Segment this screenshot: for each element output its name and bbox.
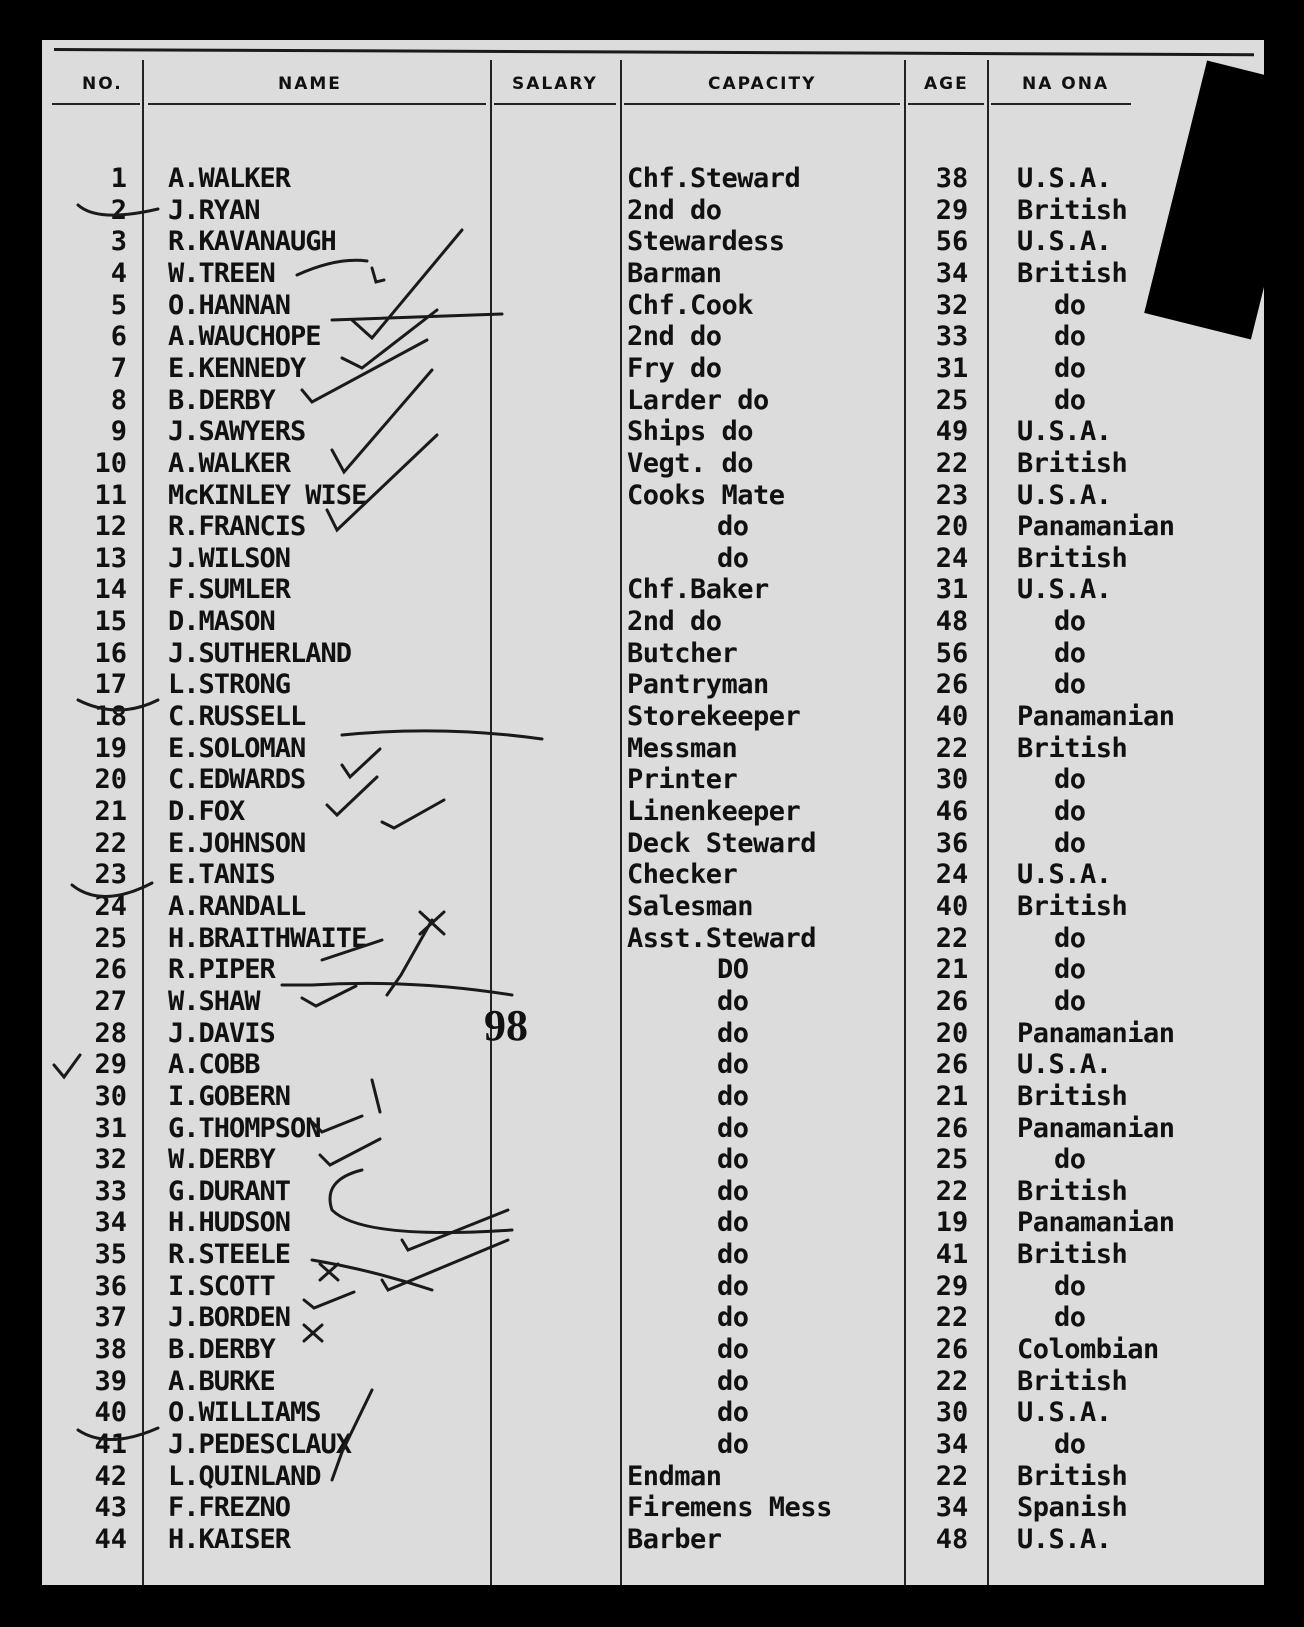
crew-age: 26	[935, 1334, 969, 1366]
crew-age: 23	[935, 479, 969, 511]
row-number: 5	[110, 289, 127, 321]
crew-capacity: Checker	[627, 859, 738, 891]
crew-age: 56	[935, 226, 969, 258]
crew-name: J.PEDESCLAUX	[168, 1429, 352, 1460]
crew-age: 30	[935, 764, 969, 796]
crew-name: R.FRANCIS	[168, 511, 306, 543]
crew-nationality: British	[1017, 1365, 1128, 1397]
row-number: 3	[110, 226, 127, 258]
crew-name: A.WALKER	[168, 163, 291, 194]
crew-name: L.QUINLAND	[168, 1460, 321, 1492]
crew-nationality: do	[1054, 954, 1086, 986]
row-number: 30	[94, 1080, 127, 1112]
crew-nationality: Panamanian	[1017, 1207, 1175, 1239]
crew-age: 32	[935, 289, 969, 321]
crew-nationality: Colombian	[1017, 1334, 1159, 1366]
row-number: 26	[94, 954, 127, 986]
crew-capacity: Chf.Steward	[627, 163, 801, 194]
crew-nationality: British	[1017, 1175, 1128, 1207]
crew-capacity: do	[717, 1302, 749, 1334]
crew-nationality: do	[1054, 985, 1086, 1017]
header-no: NO.	[82, 74, 123, 94]
crew-nationality: U.S.A.	[1017, 1523, 1112, 1555]
crew-name: H.KAISER	[168, 1523, 291, 1555]
crew-nationality: U.S.A.	[1017, 479, 1112, 511]
row-number: 35	[94, 1239, 127, 1271]
crew-nationality: U.S.A.	[1017, 1049, 1112, 1081]
crew-name: E.KENNEDY	[168, 352, 306, 384]
row-number: 23	[94, 859, 127, 891]
row-number: 32	[94, 1144, 127, 1176]
crew-nationality: do	[1054, 321, 1086, 353]
crew-name: McKINLEY WISE	[168, 479, 367, 511]
crew-name: R.STEELE	[168, 1239, 291, 1271]
handwritten-check-marks	[42, 40, 1264, 1585]
crew-capacity: Endman	[627, 1460, 722, 1492]
crew-nationality: British	[1017, 447, 1128, 479]
crew-name: O.HANNAN	[168, 289, 291, 321]
crew-name: W.SHAW	[168, 985, 260, 1017]
crew-nationality: British	[1017, 890, 1128, 922]
crew-name: G.DURANT	[168, 1175, 291, 1207]
crew-nationality: do	[1054, 384, 1086, 416]
crew-name: A.COBB	[168, 1049, 260, 1081]
row-number: 14	[94, 574, 127, 606]
crew-nationality: U.S.A.	[1017, 1397, 1112, 1429]
crew-name: H.HUDSON	[168, 1207, 291, 1239]
row-number: 34	[94, 1207, 127, 1239]
crew-capacity: Chf.Cook	[627, 289, 754, 321]
crew-age: 22	[935, 922, 969, 954]
crew-name: G.THOMPSON	[168, 1112, 321, 1144]
crew-capacity: Butcher	[627, 637, 738, 669]
crew-nationality: British	[1017, 542, 1128, 574]
page-stamp: 98	[484, 1001, 528, 1050]
crew-list-document	[42, 40, 1264, 1585]
crew-name: H.BRAITHWAITE	[168, 922, 367, 954]
crew-name: A.BURKE	[168, 1365, 275, 1397]
crew-name: J.DAVIS	[168, 1017, 275, 1049]
crew-nationality: do	[1054, 1270, 1086, 1302]
row-number: 12	[94, 511, 127, 543]
crew-name: J.SUTHERLAND	[168, 637, 352, 669]
crew-capacity: Ships do	[627, 416, 754, 448]
row-number: 13	[94, 542, 127, 574]
crew-name: A.RANDALL	[168, 890, 306, 922]
row-number: 43	[94, 1492, 127, 1524]
row-number: 42	[94, 1460, 127, 1492]
crew-age: 34	[935, 1429, 969, 1460]
crew-capacity: Storekeeper	[627, 701, 801, 733]
crew-capacity: do	[717, 542, 749, 574]
crew-age: 22	[935, 447, 969, 479]
crew-nationality: British	[1017, 1460, 1128, 1492]
crew-nationality: do	[1054, 764, 1086, 796]
crew-age: 25	[935, 384, 969, 416]
crew-nationality: British	[1017, 257, 1128, 289]
crew-nationality: British	[1017, 732, 1128, 764]
crew-nationality: do	[1054, 606, 1086, 638]
crew-capacity: do	[717, 1080, 749, 1112]
row-number: 24	[94, 890, 127, 922]
crew-nationality: U.S.A.	[1017, 163, 1112, 194]
crew-age: 20	[935, 1017, 969, 1049]
row-number: 37	[94, 1302, 127, 1334]
crew-capacity: DO	[717, 954, 749, 986]
crew-age: 36	[935, 827, 969, 859]
crew-age: 30	[935, 1397, 969, 1429]
crew-nationality: do	[1054, 1429, 1086, 1460]
crew-name: E.SOLOMAN	[168, 732, 306, 764]
crew-age: 26	[935, 1049, 969, 1081]
crew-capacity: do	[717, 1270, 749, 1302]
crew-age: 21	[935, 954, 969, 986]
header-age: AGE	[924, 74, 969, 94]
crew-nationality: do	[1054, 1144, 1086, 1176]
crew-nationality: do	[1054, 669, 1086, 701]
crew-name: F.FREZNO	[168, 1492, 291, 1524]
crew-age: 48	[935, 1523, 969, 1555]
crew-capacity: Larder do	[627, 384, 769, 416]
row-number: 17	[94, 669, 127, 701]
crew-capacity: 2nd do	[627, 194, 722, 226]
crew-name: A.WAUCHOPE	[168, 321, 321, 353]
crew-capacity: do	[717, 985, 749, 1017]
crew-age: 31	[935, 574, 969, 606]
crew-nationality: do	[1054, 827, 1086, 859]
crew-name: E.TANIS	[168, 859, 275, 891]
row-number: 40	[94, 1397, 127, 1429]
row-number: 22	[94, 827, 127, 859]
row-number: 41	[94, 1429, 127, 1460]
crew-capacity: do	[717, 1207, 749, 1239]
crew-capacity: do	[717, 1239, 749, 1271]
crew-age: 26	[935, 669, 969, 701]
crew-capacity: Printer	[627, 764, 738, 796]
crew-capacity: Fry do	[627, 352, 722, 384]
crew-capacity: Barman	[627, 257, 722, 289]
crew-age: 24	[935, 859, 969, 891]
crew-age: 22	[935, 1460, 969, 1492]
crew-age: 34	[935, 1492, 969, 1524]
crew-nationality: Spanish	[1017, 1492, 1128, 1524]
crew-name: A.WALKER	[168, 447, 291, 479]
crew-name: J.RYAN	[168, 194, 260, 226]
row-number: 16	[94, 637, 127, 669]
row-number: 7	[110, 352, 127, 384]
crew-capacity: Linenkeeper	[627, 796, 801, 827]
crew-nationality: Panamanian	[1017, 1017, 1175, 1049]
header-nationality: NA ONA	[1022, 74, 1110, 94]
crew-age: 22	[935, 732, 969, 764]
crew-nationality: do	[1054, 637, 1086, 669]
crew-name: I.SCOTT	[168, 1270, 275, 1302]
row-number: 33	[94, 1175, 127, 1207]
crew-nationality: British	[1017, 194, 1128, 226]
crew-name: D.FOX	[168, 796, 245, 827]
crew-name: L.STRONG	[168, 669, 291, 701]
row-number: 36	[94, 1270, 127, 1302]
row-number: 28	[94, 1017, 127, 1049]
crew-age: 21	[935, 1080, 969, 1112]
crew-capacity: Deck Steward	[627, 827, 817, 859]
row-number: 10	[94, 447, 127, 479]
crew-name: W.TREEN	[168, 257, 275, 289]
crew-capacity: Chf.Baker	[627, 574, 769, 606]
crew-nationality: Panamanian	[1017, 511, 1175, 543]
crew-name: D.MASON	[168, 606, 275, 638]
row-number: 8	[110, 384, 127, 416]
crew-age: 38	[935, 163, 969, 194]
crew-capacity: do	[717, 1049, 749, 1081]
row-number: 39	[94, 1365, 127, 1397]
row-number: 21	[94, 796, 127, 827]
row-number: 6	[110, 321, 127, 353]
row-number: 27	[94, 985, 127, 1017]
crew-capacity: do	[717, 1144, 749, 1176]
row-number: 29	[94, 1049, 127, 1081]
row-number: 1	[110, 163, 127, 194]
crew-capacity: do	[717, 1365, 749, 1397]
crew-nationality: Panamanian	[1017, 1112, 1175, 1144]
crew-capacity: 2nd do	[627, 606, 722, 638]
crew-capacity: do	[717, 1397, 749, 1429]
crew-capacity: do	[717, 1112, 749, 1144]
crew-nationality: do	[1054, 289, 1086, 321]
row-number: 4	[110, 257, 127, 289]
row-number: 9	[110, 416, 127, 448]
crew-capacity: do	[717, 1017, 749, 1049]
crew-age: 20	[935, 511, 969, 543]
crew-capacity: Vegt. do	[627, 447, 754, 479]
crew-capacity: Firemens Mess	[627, 1492, 832, 1524]
crew-age: 29	[935, 1270, 969, 1302]
row-number: 15	[94, 606, 127, 638]
crew-age: 40	[935, 701, 969, 733]
crew-nationality: British	[1017, 1239, 1128, 1271]
crew-age: 19	[935, 1207, 969, 1239]
header-name: NAME	[278, 74, 342, 94]
crew-name: C.EDWARDS	[168, 764, 306, 796]
crew-capacity: do	[717, 511, 749, 543]
crew-age: 33	[935, 321, 969, 353]
crew-age: 48	[935, 606, 969, 638]
crew-capacity: do	[717, 1334, 749, 1366]
crew-capacity: Stewardess	[627, 226, 785, 258]
crew-nationality: Panamanian	[1017, 701, 1175, 733]
crew-nationality: U.S.A.	[1017, 574, 1112, 606]
crew-age: 34	[935, 257, 969, 289]
crew-nationality: U.S.A.	[1017, 226, 1112, 258]
crew-capacity: Asst.Steward	[627, 922, 817, 954]
crew-age: 41	[935, 1239, 969, 1271]
crew-nationality: do	[1054, 1302, 1086, 1334]
crew-capacity: Cooks Mate	[627, 479, 785, 511]
crew-nationality: do	[1054, 922, 1086, 954]
crew-nationality: British	[1017, 1080, 1128, 1112]
crew-age: 29	[935, 194, 969, 226]
crew-age: 22	[935, 1365, 969, 1397]
crew-nationality: U.S.A.	[1017, 416, 1112, 448]
crew-age: 26	[935, 985, 969, 1017]
crew-capacity: 2nd do	[627, 321, 722, 353]
header-capacity: CAPACITY	[708, 74, 817, 94]
crew-name: O.WILLIAMS	[168, 1397, 321, 1429]
crew-age: 24	[935, 542, 969, 574]
crew-name: J.BORDEN	[168, 1302, 291, 1334]
crew-name: B.DERBY	[168, 384, 275, 416]
crew-nationality: do	[1054, 796, 1086, 827]
header-salary: SALARY	[512, 74, 598, 94]
row-number: 20	[94, 764, 127, 796]
crew-capacity: Messman	[627, 732, 738, 764]
crew-age: 46	[935, 796, 969, 827]
crew-nationality: U.S.A.	[1017, 859, 1112, 891]
crew-capacity: Pantryman	[627, 669, 769, 701]
crew-age: 56	[935, 637, 969, 669]
crew-name: C.RUSSELL	[168, 701, 306, 733]
row-number: 19	[94, 732, 127, 764]
row-number: 44	[94, 1523, 127, 1555]
crew-age: 22	[935, 1302, 969, 1334]
crew-capacity: do	[717, 1175, 749, 1207]
crew-age: 22	[935, 1175, 969, 1207]
crew-name: F.SUMLER	[168, 574, 291, 606]
crew-capacity: do	[717, 1429, 749, 1460]
row-number: 2	[110, 194, 127, 226]
row-number: 25	[94, 922, 127, 954]
crew-age: 31	[935, 352, 969, 384]
row-number: 31	[94, 1112, 127, 1144]
crew-name: J.SAWYERS	[168, 416, 306, 448]
row-number: 18	[94, 701, 127, 733]
crew-name: R.PIPER	[168, 954, 275, 986]
crew-name: W.DERBY	[168, 1144, 275, 1176]
crew-name: B.DERBY	[168, 1334, 275, 1366]
crew-name: I.GOBERN	[168, 1080, 291, 1112]
crew-age: 40	[935, 890, 969, 922]
crew-age: 25	[935, 1144, 969, 1176]
crew-name: J.WILSON	[168, 542, 291, 574]
crew-name: R.KAVANAUGH	[168, 226, 336, 258]
crew-name: E.JOHNSON	[168, 827, 306, 859]
crew-nationality: do	[1054, 352, 1086, 384]
crew-capacity: Salesman	[627, 890, 754, 922]
crew-age: 26	[935, 1112, 969, 1144]
crew-capacity: Barber	[627, 1523, 722, 1555]
row-number: 38	[94, 1334, 127, 1366]
crew-age: 49	[935, 416, 969, 448]
row-number: 11	[94, 479, 127, 511]
